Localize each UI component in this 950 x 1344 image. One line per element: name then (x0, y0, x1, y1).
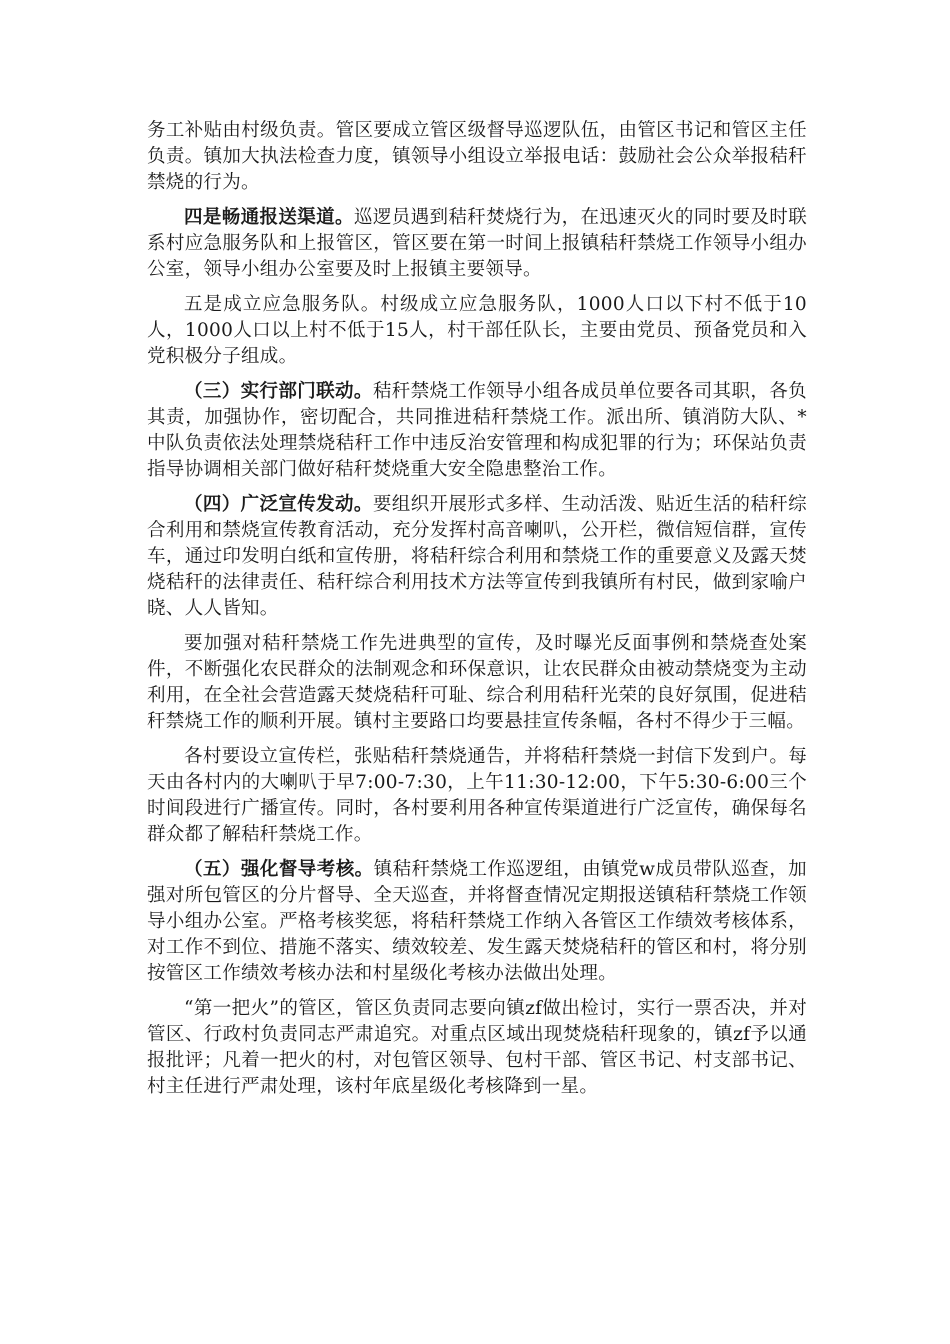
paragraph-8-text: 镇秸秆禁烧工作巡逻组，由镇党w成员带队巡查，加强对所包管区的分片督导、全天巡查，并将督查情况定期报送镇秸秆禁烧工作领导小组办公室。严格考核奖惩，将秸秆禁烧工作纳入各管区工作绩效考核体系，对工作不到位、措施不落实、绩效较差、发生露天焚烧秸秆的管区和村，将分别按管区工作绩效考核办法和村星级化考核办法做出处理。 (147, 859, 807, 984)
paragraph-5 (147, 492, 807, 622)
document-page (147, 118, 807, 1109)
paragraph-6 (147, 631, 807, 735)
paragraph-2-heading: 四是畅通报送渠道。 (184, 207, 354, 228)
paragraph-7-text: 各村要设立宣传栏，张贴秸秆禁烧通告，并将秸秆禁烧一封信下发到户。每天由各村内的大喇叭于早7:00-7:30，上午11:30-12:00，下午5:30-6:00三个时间段进行广播宣传。同时，各村要利用各种宣传渠道进行广泛宣传，确保每名群众都了解秸秆禁烧工作。 (147, 746, 807, 845)
paragraph-3-text: 五是成立应急服务队。村级成立应急服务队，1000人口以下村不低于10人，1000人口以上村不低于15人，村干部任队长，主要由党员、预备党员和入党积极分子组成。 (147, 294, 807, 367)
paragraph-5-text: 要组织开展形式多样、生动活泼、贴近生活的秸秆综合利用和禁烧宣传教育活动，充分发挥村高音喇叭，公开栏，微信短信群，宣传车，通过印发明白纸和宣传册，将秸秆综合利用和禁烧工作的重要意义及露天焚烧秸秆的法律责任、秸秆综合利用技术方法等宣传到我镇所有村民，做到家喻户晓、人人皆知。 (147, 494, 807, 619)
paragraph-2-text: 巡逻员遇到秸秆焚烧行为，在迅速灭火的同时要及时联系村应急服务队和上报管区，管区要在第一时间上报镇秸秆禁烧工作领导小组办公室，领导小组办公室要及时上报镇主要领导。 (147, 207, 808, 280)
paragraph-7 (147, 744, 807, 848)
paragraph-8-heading: （五）强化督导考核。 (184, 859, 374, 880)
paragraph-2 (147, 205, 807, 283)
paragraph-6-text: 要加强对秸秆禁烧工作先进典型的宣传，及时曝光反面事例和禁烧查处案件，不断强化农民群众的法制观念和环保意识，让农民群众由被动禁烧变为主动利用，在全社会营造露天焚烧秸秆可耻、综合利用秸秆光荣的良好氛围，促进秸秆禁烧工作的顺利开展。镇村主要路口均要悬挂宣传条幅，各村不得少于三幅。 (147, 633, 807, 732)
paragraph-4-text: 秸秆禁烧工作领导小组各成员单位要各司其职，各负其责，加强协作，密切配合，共同推进秸秆禁烧工作。派出所、镇消防大队、*中队负责依法处理禁烧秸秆工作中违反治安管理和构成犯罪的行为；环保站负责指导协调相关部门做好秸秆焚烧重大安全隐患整治工作。 (147, 381, 807, 480)
paragraph-5-heading: （四）广泛宣传发动。 (184, 494, 373, 515)
paragraph-9-text: “第一把火”的管区，管区负责同志要向镇zf做出检讨，实行一票否决，并对管区、行政村负责同志严肃追究。对重点区域出现焚烧秸秆现象的，镇zf予以通报批评；凡着一把火的村，对包管区领导、包村干部、管区书记、村支部书记、村主任进行严肃处理，该村年底星级化考核降到一星。 (147, 998, 807, 1097)
paragraph-1-text: 务工补贴由村级负责。管区要成立管区级督导巡逻队伍，由管区书记和管区主任负责。镇加大执法检查力度，镇领导小组设立举报电话：鼓励社会公众举报秸秆禁烧的行为。 (147, 120, 807, 193)
paragraph-9 (147, 996, 807, 1100)
paragraph-4-heading: （三）实行部门联动。 (184, 381, 373, 402)
paragraph-1 (147, 118, 807, 196)
paragraph-4 (147, 379, 807, 483)
paragraph-8 (147, 857, 807, 987)
paragraph-3 (147, 292, 807, 370)
